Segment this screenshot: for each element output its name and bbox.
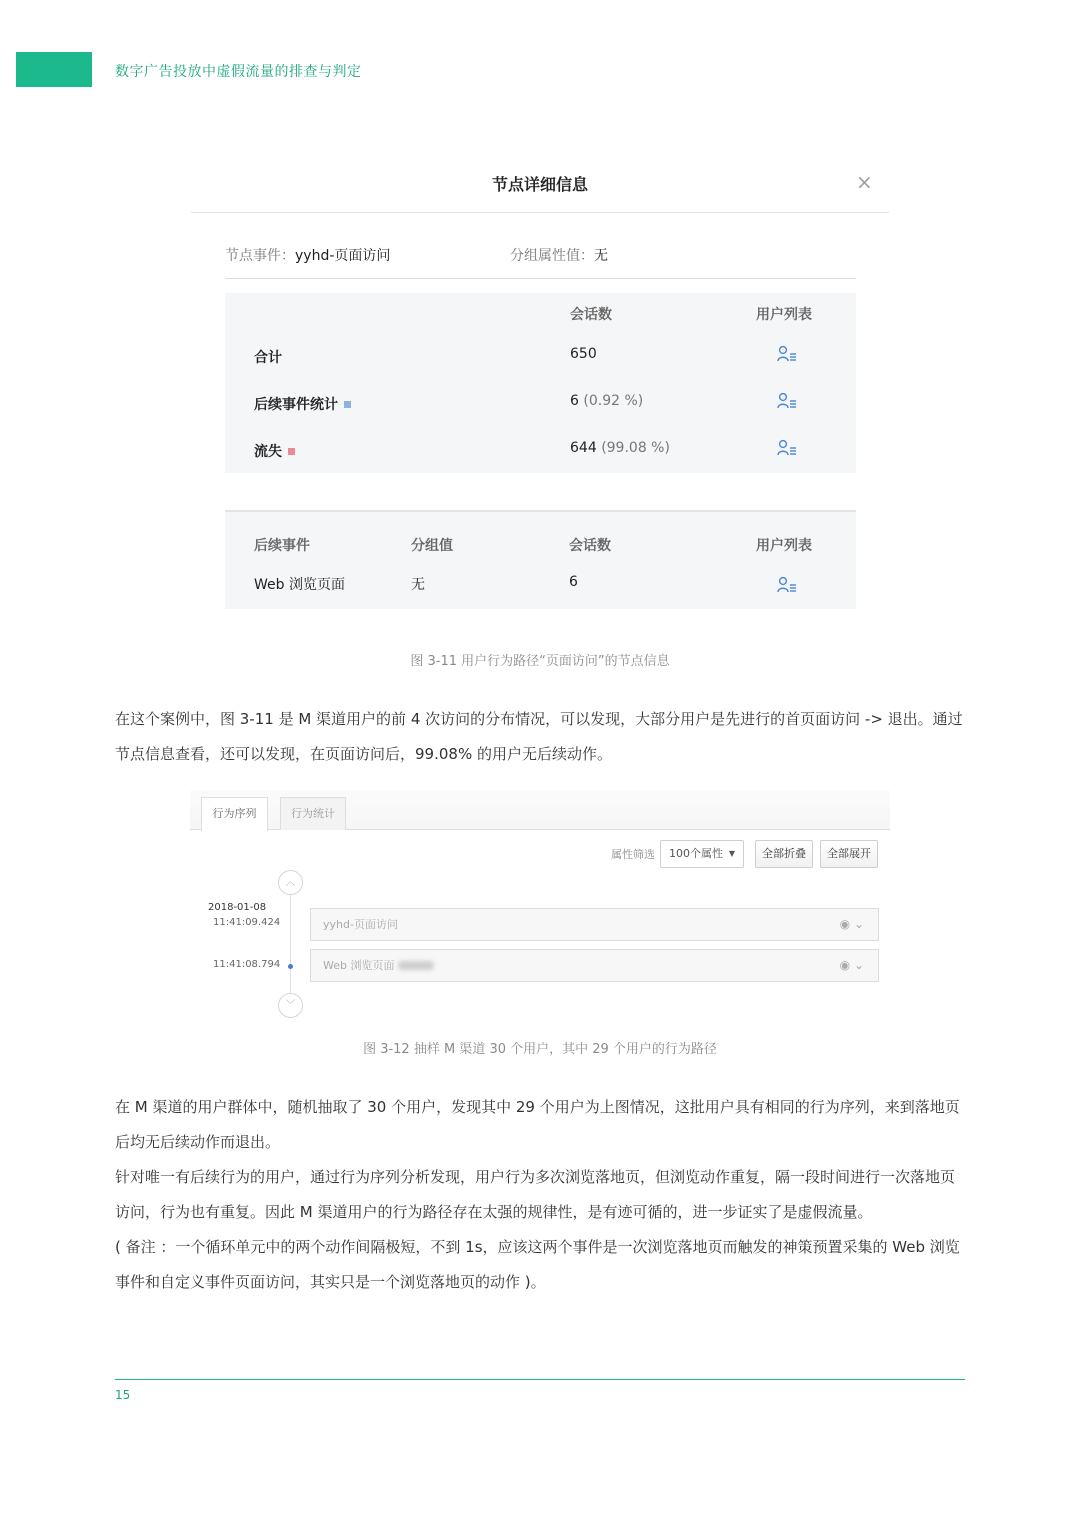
timeline-line: [290, 895, 291, 993]
event-name: yyhd-页面访问: [323, 918, 398, 931]
node-event-info: [225, 245, 390, 265]
footer-divider: [115, 1379, 965, 1380]
tab-behavior-sequence[interactable]: 行为序列: [201, 797, 268, 831]
row-churn-label: 流失: [254, 441, 295, 461]
attribute-filter-label: 属性筛选: [611, 848, 655, 861]
row-total-label: 合计: [254, 350, 282, 366]
figure-caption-1: 图 3-11 用户行为路径“页面访问”的节点信息: [410, 654, 670, 669]
page-number: 15: [115, 1388, 131, 1402]
node-event-value: yyhd-页面访问: [295, 248, 391, 264]
detail-event: Web 浏览页面: [254, 577, 345, 593]
event-row[interactable]: [310, 949, 879, 982]
paragraph-3: 针对唯一有后续行为的用户，通过行为序列分析发现，用户行为多次浏览落地页，但浏览动作重复，隔一段时间进行一次落地页访问，行为也有重复。因此 M 渠道用户的行为路径存在太强的规律性，是有迹可循的，进一步证实了是虚假流量。: [115, 1168, 956, 1221]
close-icon[interactable]: ×: [856, 170, 873, 194]
event-date: 2018-01-08: [208, 902, 267, 913]
row-churn-value: 644 (99.08 %): [570, 440, 670, 456]
group-attr-info: [510, 245, 608, 265]
paragraph-4: ( 备注 ：一个循环单元中的两个动作间隔极短，不到 1s，应该这两个事件是一次浏览落地页而触发的神策预置采集的 Web 浏览事件和自定义事件页面访问，其实只是一个浏览落地页的动作 )。: [115, 1238, 960, 1291]
android-chevron-down-icon[interactable]: ◉ ⌄: [839, 958, 864, 972]
th-sessions: 会话数: [569, 538, 611, 554]
scroll-up-icon[interactable]: ︿: [278, 870, 303, 895]
dialog-title: 节点详细信息: [491, 175, 588, 194]
row-total-value: 650: [570, 346, 597, 362]
user-list-icon[interactable]: [777, 576, 797, 594]
collapse-all-button[interactable]: 全部折叠: [755, 840, 813, 868]
paragraph-1: 在这个案例中，图 3-11 是 M 渠道用户的前 4 次访问的分布情况，可以发现，大部分用户是先进行的首页面访问 -> 退出。通过节点信息查看，还可以发现，在页面访问后，99.08% 的用户无后续动作。: [115, 710, 963, 763]
th-user-list: 用户列表: [756, 538, 812, 554]
scroll-down-icon[interactable]: ﹀: [278, 993, 303, 1018]
row-followup-label: 后续事件统计: [254, 394, 351, 414]
timeline-dot: [288, 964, 293, 969]
attribute-select[interactable]: [660, 840, 744, 868]
android-chevron-down-icon[interactable]: ◉ ⌄: [839, 917, 864, 931]
summary-table: [225, 293, 856, 473]
dialog-divider: [191, 212, 889, 213]
header-accent-bar: [16, 52, 92, 87]
figure-caption-2: 图 3-12 抽样 M 渠道 30 个用户，其中 29 个用户的行为路径: [363, 1042, 717, 1057]
th-next-event: 后续事件: [254, 538, 310, 554]
th-group-value: 分组值: [411, 538, 453, 554]
th-sessions: 会话数: [570, 307, 612, 323]
group-attr-value: 无: [594, 248, 608, 264]
th-user-list: 用户列表: [756, 307, 812, 323]
user-list-icon[interactable]: [777, 345, 797, 363]
event-row[interactable]: [310, 908, 879, 941]
event-name: Web 浏览页面: [323, 959, 395, 972]
detail-table: [225, 510, 856, 609]
meta-divider: [225, 278, 856, 279]
node-event-label: 节点事件：: [225, 248, 295, 264]
user-list-icon[interactable]: [777, 392, 797, 410]
legend-square-red: [288, 448, 295, 455]
user-list-icon[interactable]: [777, 439, 797, 457]
tab-behavior-stats[interactable]: 行为统计: [280, 797, 346, 830]
caret-down-icon: ▼: [728, 849, 735, 858]
event-time: 11:41:08.794: [213, 959, 281, 970]
blurred-value: [398, 961, 434, 970]
header-title: 数字广告投放中虚假流量的排查与判定: [115, 64, 362, 80]
group-attr-label: 分组属性值：: [510, 248, 594, 264]
paragraph-2: 在 M 渠道的用户群体中，随机抽取了 30 个用户，发现其中 29 个用户为上图情况，这批用户具有相同的行为序列，来到落地页后均无后续动作而退出。: [115, 1098, 960, 1151]
detail-sessions: 6: [569, 574, 578, 590]
detail-group: 无: [411, 577, 425, 593]
legend-square-blue: [344, 401, 351, 408]
attribute-select-value: 100个属性: [669, 847, 723, 860]
row-followup-value: 6 (0.92 %): [570, 393, 644, 409]
expand-all-button[interactable]: 全部展开: [820, 840, 878, 868]
event-time: 11:41:09.424: [213, 917, 281, 928]
